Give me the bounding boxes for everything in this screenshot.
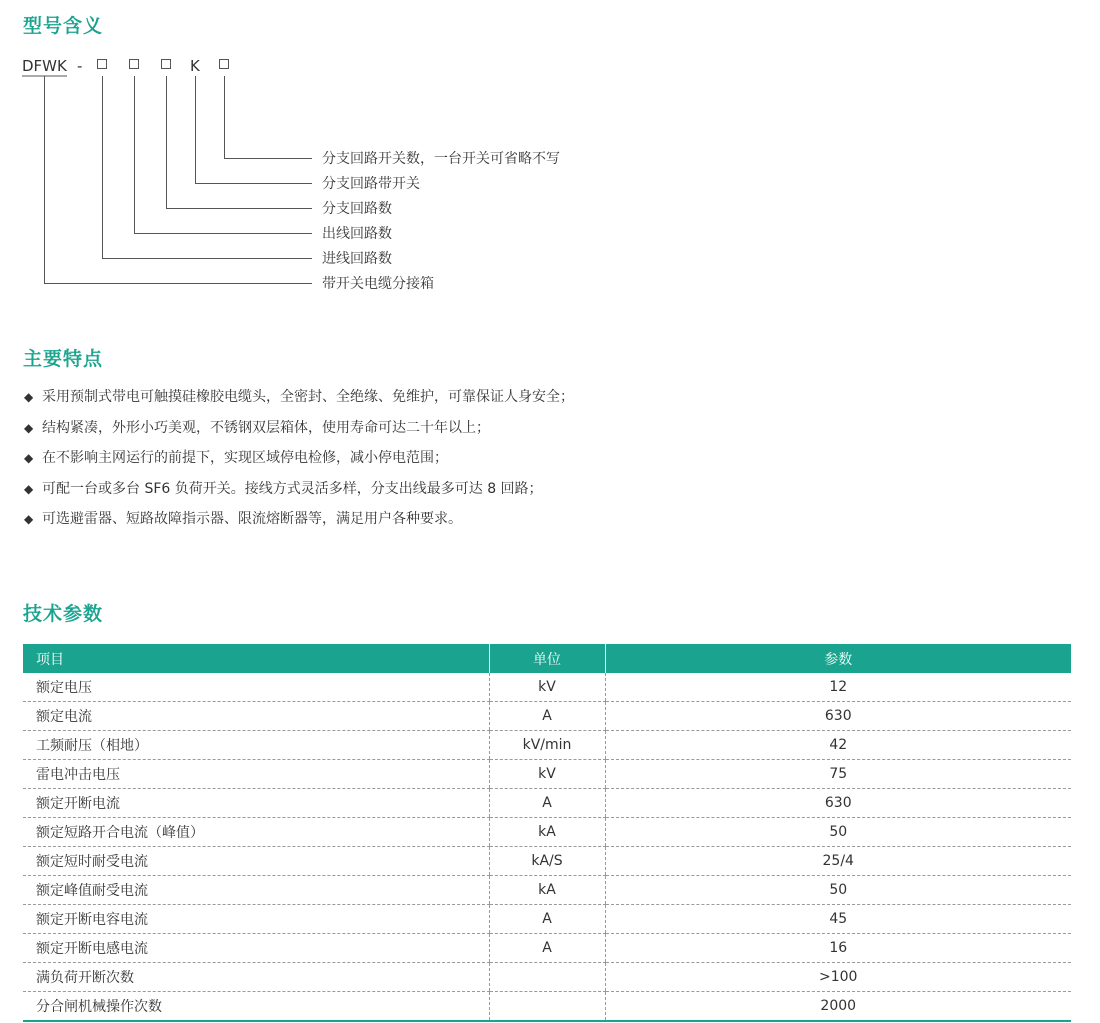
model-dash: -: [77, 57, 83, 75]
cell-unit: kA: [489, 876, 605, 905]
feature-text: 可选避雷器、短路故障指示器、限流熔断器等，满足用户各种要求。: [42, 511, 462, 527]
table-row: [23, 702, 1071, 731]
cell-unit: A: [489, 789, 605, 818]
cell-item: 额定电压: [23, 673, 489, 702]
cell-item: 额定电流: [23, 702, 489, 731]
meaning-branch-with-switch: 分支回路带开关: [322, 176, 420, 192]
cell-value: 16: [605, 934, 1071, 963]
cell-value: >100: [605, 963, 1071, 992]
cell-unit: [489, 963, 605, 992]
feature-text: 结构紧凑，外形小巧美观，不锈钢双层箱体，使用寿命可达二十年以上；: [42, 419, 490, 436]
cell-unit: kA: [489, 818, 605, 847]
cell-value: 12: [605, 673, 1071, 702]
feature-item: [24, 479, 574, 510]
feature-item: [24, 509, 574, 540]
cell-item: 额定峰值耐受电流: [23, 876, 489, 905]
cell-unit: A: [489, 934, 605, 963]
feature-item: [24, 387, 574, 418]
table-row: [23, 818, 1071, 847]
cell-value: 25/4: [605, 847, 1071, 876]
cell-item: 满负荷开断次数: [23, 963, 489, 992]
cell-value: 45: [605, 905, 1071, 934]
header-value: 参数: [605, 644, 1071, 673]
cell-value: 2000: [605, 992, 1071, 1022]
cell-unit: A: [489, 702, 605, 731]
table-row: [23, 673, 1071, 702]
table-row: [23, 963, 1071, 992]
cell-item: 分合闸机械操作次数: [23, 992, 489, 1022]
cell-unit: kA/S: [489, 847, 605, 876]
meaning-branch-count: 分支回路数: [322, 201, 392, 217]
cell-item: 雷电冲击电压: [23, 760, 489, 789]
table-row: [23, 789, 1071, 818]
diamond-bullet-icon: ◆: [24, 451, 34, 465]
section-title-model-meaning: 型号含义: [23, 15, 104, 37]
feature-text: 可配一台或多台 SF6 负荷开关。接线方式灵活多样，分支出线最多可达 8 回路；: [42, 480, 543, 497]
cell-item: 额定开断电流: [23, 789, 489, 818]
cell-unit: [489, 992, 605, 1022]
diamond-bullet-icon: ◆: [24, 420, 34, 435]
table-row: [23, 847, 1071, 876]
feature-list: [24, 387, 574, 540]
cell-value: 50: [605, 818, 1071, 847]
cell-value: 50: [605, 876, 1071, 905]
cell-unit: kV: [489, 760, 605, 789]
table-row: [23, 934, 1071, 963]
diagram-connector-lines: [0, 0, 320, 300]
cell-item: 额定开断电容电流: [23, 905, 489, 934]
cell-unit: kV: [489, 673, 605, 702]
section-title-tech-params: 技术参数: [23, 603, 104, 625]
diamond-bullet-icon: ◆: [24, 481, 34, 496]
cell-value: 75: [605, 760, 1071, 789]
header-unit: 单位: [489, 644, 605, 673]
table-row: [23, 760, 1071, 789]
meaning-cable-box: 带开关电缆分接箱: [322, 276, 434, 292]
meaning-outgoing-count: 出线回路数: [322, 226, 392, 242]
cell-value: 630: [605, 702, 1071, 731]
cell-item: 额定短时耐受电流: [23, 847, 489, 876]
diamond-bullet-icon: ◆: [24, 390, 34, 404]
header-item: 项目: [23, 644, 489, 673]
table-row: [23, 992, 1071, 1022]
model-letter-k: K: [190, 57, 200, 75]
model-prefix: DFWK: [22, 57, 67, 75]
table-row: [23, 876, 1071, 905]
cell-item: 额定开断电感电流: [23, 934, 489, 963]
table-header-row: [23, 644, 1071, 673]
feature-text: 采用预制式带电可触摸硅橡胶电缆头，全密封、全绝缘、免维护，可靠保证人身安全；: [42, 389, 574, 405]
cell-unit: kV/min: [489, 731, 605, 760]
feature-text: 在不影响主网运行的前提下，实现区域停电检修，减小停电范围；: [42, 450, 448, 466]
meaning-switch-count: 分支回路开关数，一台开关可省略不写: [322, 151, 560, 167]
cell-value: 630: [605, 789, 1071, 818]
cell-unit: A: [489, 905, 605, 934]
feature-item: [24, 418, 574, 449]
feature-item: [24, 448, 574, 479]
diamond-bullet-icon: ◆: [24, 512, 34, 526]
cell-item: 额定短路开合电流（峰值）: [23, 818, 489, 847]
cell-value: 42: [605, 731, 1071, 760]
table-row: [23, 731, 1071, 760]
cell-item: 工频耐压（相地）: [23, 731, 489, 760]
meaning-incoming-count: 进线回路数: [322, 251, 392, 267]
table-row: [23, 905, 1071, 934]
spec-table: [23, 644, 1071, 1022]
section-title-features: 主要特点: [23, 348, 104, 370]
